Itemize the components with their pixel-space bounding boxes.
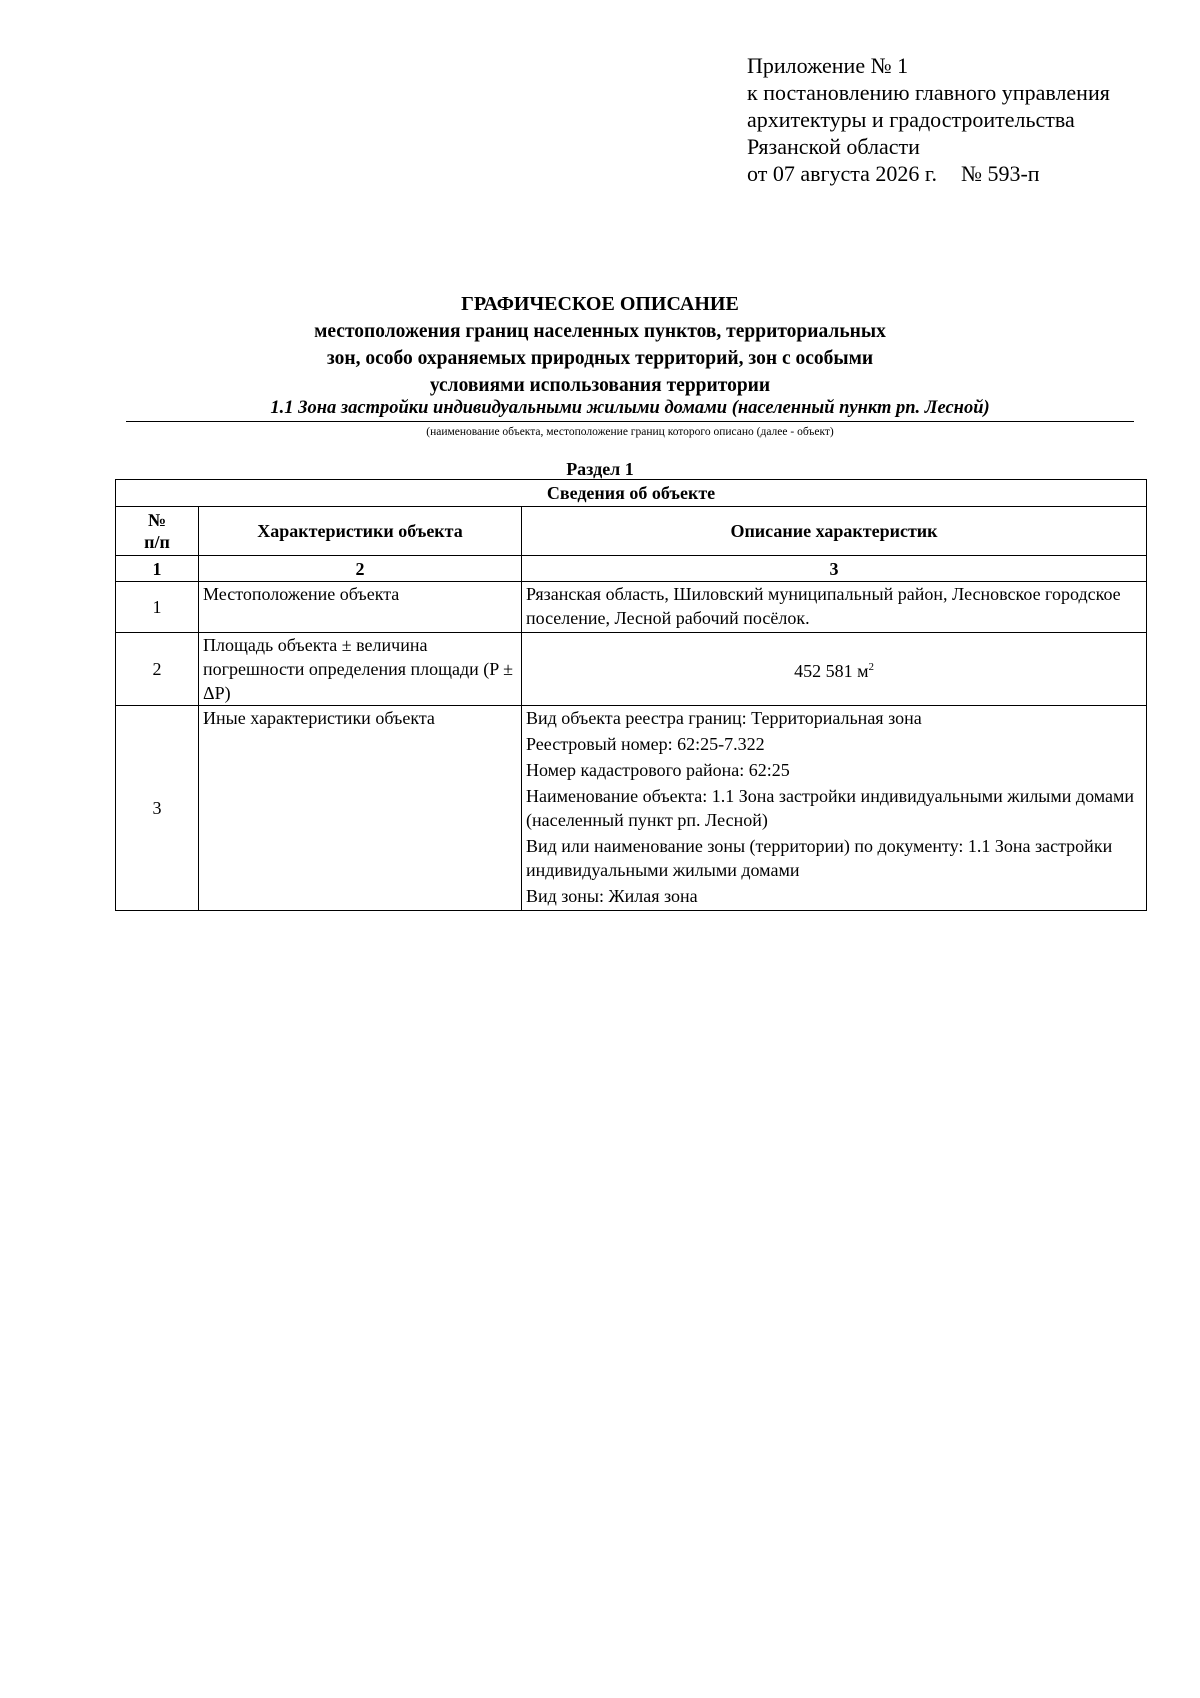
document-title — [0, 290, 1200, 399]
col-number-3: 3 — [522, 556, 1147, 582]
col-number-1: 1 — [116, 556, 199, 582]
row-characteristic: Иные характеристики объекта — [199, 706, 522, 911]
row-description — [522, 706, 1147, 911]
table-row — [116, 706, 1147, 911]
table-row — [116, 582, 1147, 633]
description-line: Вид или наименование зоны (территории) по документу: 1.1 Зона застройки индивидуальными жилыми домами — [526, 836, 1113, 880]
description-line: Реестровый номер: 62:25-7.322 — [526, 734, 765, 754]
appendix-line-3: архитектуры и градостроительства — [747, 107, 1075, 132]
area-unit-exponent: 2 — [868, 661, 874, 673]
appendix-number: № 593-п — [960, 161, 1040, 186]
title-sub-2: зон, особо охраняемых природных территорий, зон с особыми — [326, 348, 874, 369]
object-caption: (наименование объекта, местоположение границ которого описано (далее - объект) — [426, 426, 834, 438]
row-num: 2 — [116, 633, 199, 706]
table-caption: Сведения об объекте — [116, 480, 1147, 507]
row-num: 3 — [116, 706, 199, 911]
row-characteristic: Площадь объекта ± величина погрешности определения площади (P ± ΔP) — [199, 633, 522, 706]
section-title: Раздел 1 — [566, 459, 634, 479]
table-row — [116, 633, 1147, 706]
title-sub-1: местоположения границ населенных пунктов, территориальных — [314, 321, 886, 342]
row-characteristic: Местоположение объекта — [199, 582, 522, 633]
row-description: Рязанская область, Шиловский муниципальный район, Лесновское городское поселение, Лесной рабочий посёлок. — [522, 582, 1147, 633]
title-main: ГРАФИЧЕСКОЕ ОПИСАНИЕ — [461, 293, 739, 315]
header-characteristics: Характеристики объекта — [199, 507, 522, 556]
appendix-line-1: Приложение № 1 — [747, 53, 909, 78]
area-value: 452 581 м — [794, 661, 869, 681]
appendix-line-4: Рязанской области — [747, 134, 920, 159]
row-description — [522, 633, 1147, 706]
table-caption-row — [116, 480, 1147, 507]
row-num: 1 — [116, 582, 199, 633]
description-line: Вид зоны: Жилая зона — [526, 886, 698, 906]
table-colnum-row — [116, 556, 1147, 582]
description-line: Номер кадастрового района: 62:25 — [526, 760, 790, 780]
object-name: 1.1 Зона застройки индивидуальными жилыми домами (населенный пункт рп. Лесной) — [126, 396, 1134, 422]
header-num-line-1: № — [147, 510, 167, 530]
appendix-date-line — [747, 160, 1110, 187]
description-line: Наименование объекта: 1.1 Зона застройки индивидуальными жилыми домами (населенный пункт рп. Лесной) — [526, 786, 1135, 830]
title-sub-3: условиями использования территории — [429, 375, 771, 396]
appendix-line-2: к постановлению главного управления — [747, 80, 1110, 105]
header-num — [116, 507, 199, 556]
header-description: Описание характеристик — [522, 507, 1147, 556]
header-num-line-2: п/п — [144, 532, 170, 552]
description-line: Вид объекта реестра границ: Территориальная зона — [526, 708, 922, 728]
col-number-2: 2 — [199, 556, 522, 582]
object-info-table — [115, 479, 1147, 911]
appendix-header — [747, 52, 1110, 187]
table-header-row — [116, 507, 1147, 556]
appendix-date: от 07 августа 2026 г. — [747, 161, 937, 186]
